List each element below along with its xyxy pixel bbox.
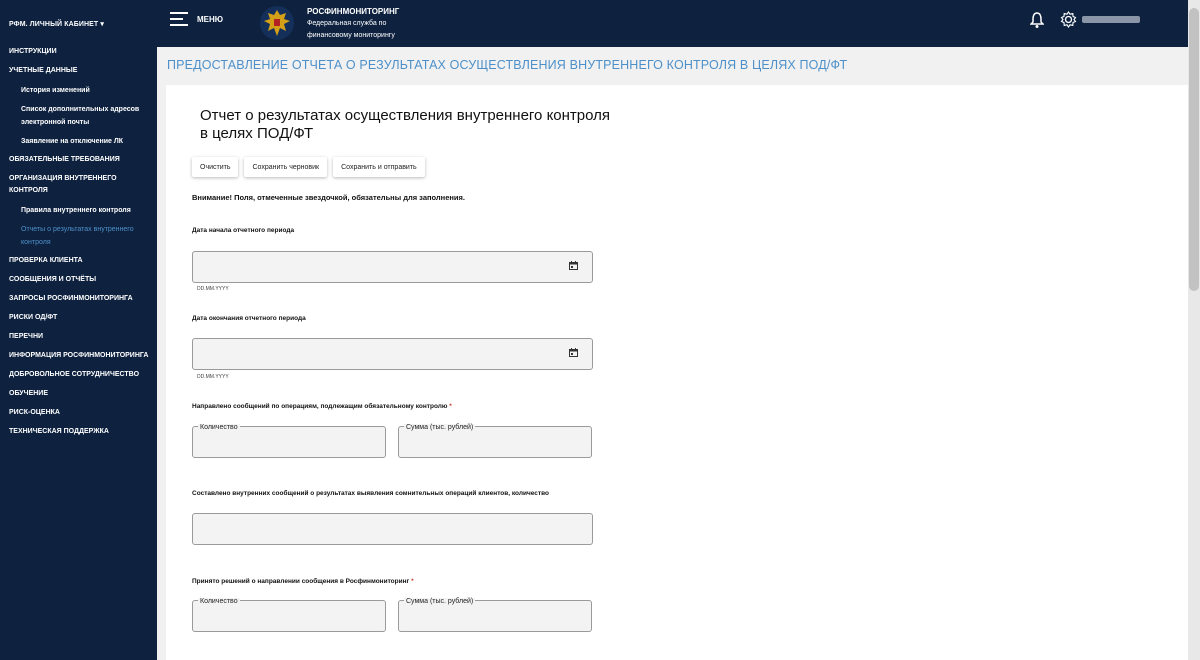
- bell-icon[interactable]: [1030, 11, 1044, 29]
- sidebar-item-internal-control[interactable]: ОРГАНИЗАЦИЯ ВНУТРЕННЕГО КОНТРОЛЯ: [9, 175, 117, 194]
- start-date-format-hint: DD.MM.YYYY: [197, 286, 229, 292]
- sidebar-item-risk-assessment[interactable]: РИСК-ОЦЕНКА: [9, 409, 60, 416]
- menu-label: МЕНЮ: [197, 14, 224, 24]
- sent-messages-label-text: Направлено сообщений по операциям, подлежащим обязательному контролю: [192, 403, 448, 410]
- sent-messages-label: [192, 403, 452, 410]
- save-draft-button[interactable]: Сохранить черновик: [244, 157, 327, 177]
- sidebar: [0, 0, 157, 660]
- eagle-emblem-icon: [260, 5, 294, 42]
- calendar-icon[interactable]: [569, 261, 578, 270]
- decisions-label-text: Принято решений о направлении сообщения в Росфинмониторинг: [192, 578, 410, 585]
- end-date-label: Дата окончания отчетного периода: [192, 315, 306, 322]
- start-date-field[interactable]: [192, 251, 593, 283]
- sidebar-item-disable-account[interactable]: Заявление на отключение ЛК: [21, 138, 124, 145]
- page-scrollbar[interactable]: [1188, 0, 1200, 660]
- sidebar-item-instructions[interactable]: ИНСТРУКЦИИ: [9, 48, 57, 55]
- required-asterisk: *: [449, 403, 452, 410]
- internal-messages-label: Составлено внутренних сообщений о результатах выявления сомнительных операций клиентов, количество: [192, 490, 549, 497]
- sidebar-item-support[interactable]: ТЕХНИЧЕСКАЯ ПОДДЕРЖКА: [9, 428, 109, 435]
- sent-messages-sum-field[interactable]: [398, 426, 592, 458]
- user-name-redacted[interactable]: [1082, 16, 1140, 23]
- sidebar-item-training[interactable]: ОБУЧЕНИЕ: [9, 390, 48, 397]
- sidebar-item-client-check[interactable]: ПРОВЕРКА КЛИЕНТА: [9, 257, 83, 264]
- quantity-label: Количество: [200, 424, 238, 431]
- sidebar-item-information[interactable]: ИНФОРМАЦИЯ РОСФИНМОНИТОРИНГА: [9, 352, 149, 359]
- gear-icon[interactable]: [1060, 11, 1077, 28]
- top-header: [157, 0, 1188, 47]
- page-title: ПРЕДОСТАВЛЕНИЕ ОТЧЕТА О РЕЗУЛЬТАТАХ ОСУЩЕСТВЛЕНИЯ ВНУТРЕННЕГО КОНТРОЛЯ В ЦЕЛЯХ ПОД/ФТ: [167, 58, 848, 72]
- form-title: Отчет о результатах осуществления внутреннего контроля в целях ПОД/ФТ: [200, 107, 611, 142]
- org-title: [307, 6, 399, 42]
- clear-button[interactable]: Очистить: [192, 157, 238, 177]
- start-date-label: Дата начала отчетного периода: [192, 227, 295, 234]
- sidebar-item-risks[interactable]: РИСКИ ОД/ФТ: [9, 314, 58, 321]
- decisions-label: [192, 578, 414, 585]
- quantity-label: Количество: [200, 598, 238, 605]
- sum-label: Сумма (тыс. рублей): [406, 598, 474, 605]
- sidebar-item-control-reports[interactable]: Отчеты о результатах внутреннего контроля: [21, 226, 134, 246]
- sidebar-item-messages-reports[interactable]: СООБЩЕНИЯ И ОТЧЁТЫ: [9, 276, 97, 283]
- sidebar-nav: [0, 46, 157, 445]
- internal-messages-field[interactable]: [192, 513, 593, 545]
- sidebar-item-change-history[interactable]: История изменений: [21, 87, 90, 94]
- end-date-field[interactable]: [192, 338, 593, 370]
- report-form-card: [166, 85, 1188, 660]
- required-asterisk: *: [411, 578, 414, 585]
- sent-messages-quantity-field[interactable]: [192, 426, 386, 458]
- scrollbar-thumb[interactable]: [1189, 8, 1199, 291]
- hamburger-icon: [170, 12, 188, 26]
- sidebar-item-lists[interactable]: ПЕРЕЧНИ: [9, 333, 44, 340]
- menu-button[interactable]: [170, 12, 223, 26]
- sidebar-item-account-data[interactable]: УЧЕТНЫЕ ДАННЫЕ: [9, 67, 78, 74]
- decisions-sum-field[interactable]: [398, 600, 592, 632]
- calendar-icon[interactable]: [569, 348, 578, 357]
- sidebar-item-extra-emails[interactable]: Список дополнительных адресов электронной почты: [21, 106, 140, 126]
- org-subtitle-1: Федеральная служба по: [307, 20, 387, 27]
- decisions-quantity-field[interactable]: [192, 600, 386, 632]
- form-actions: [192, 157, 431, 177]
- sum-label: Сумма (тыс. рублей): [406, 424, 474, 431]
- org-name: РОСФИНМОНИТОРИНГ: [307, 7, 400, 16]
- end-date-format-hint: DD.MM.YYYY: [197, 374, 229, 380]
- org-subtitle-2: финансовому мониторингу: [307, 32, 395, 39]
- main-content: [157, 47, 1188, 660]
- sidebar-item-requirements[interactable]: ОБЯЗАТЕЛЬНЫЕ ТРЕБОВАНИЯ: [9, 156, 120, 163]
- sidebar-item-control-rules[interactable]: Правила внутреннего контроля: [21, 207, 131, 214]
- save-send-button[interactable]: Сохранить и отправить: [333, 157, 425, 177]
- sidebar-item-requests[interactable]: ЗАПРОСЫ РОСФИНМОНИТОРИНГА: [9, 295, 133, 302]
- required-warning: Внимание! Поля, отмеченные звездочкой, обязательны для заполнения.: [192, 193, 465, 202]
- sidebar-item-cooperation[interactable]: ДОБРОВОЛЬНОЕ СОТРУДНИЧЕСТВО: [9, 371, 140, 378]
- cabinet-dropdown[interactable]: РФМ. ЛИЧНЫЙ КАБИНЕТ ▾: [9, 21, 104, 28]
